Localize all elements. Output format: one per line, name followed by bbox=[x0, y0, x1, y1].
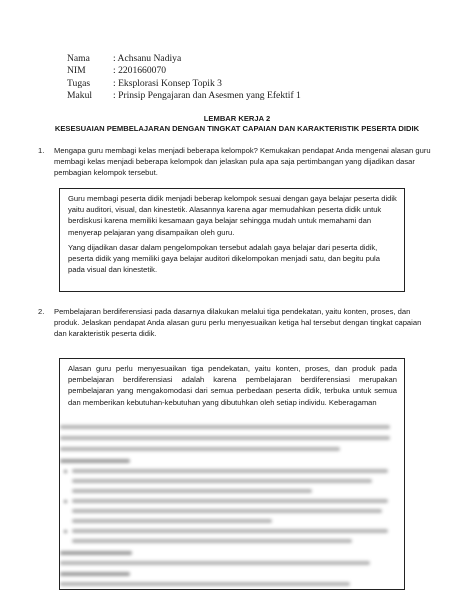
identity-row-course bbox=[67, 90, 301, 102]
question-1 bbox=[38, 145, 434, 179]
blurred-bullet bbox=[64, 530, 67, 533]
identity-value: : Prinsip Pengajaran dan Asesmen yang Efektif 1 bbox=[113, 90, 301, 102]
identity-label: Tugas bbox=[67, 77, 91, 89]
identity-row-task bbox=[67, 78, 301, 90]
student-identity bbox=[67, 53, 301, 103]
blurred-line bbox=[72, 499, 388, 503]
blurred-line bbox=[60, 551, 132, 555]
blurred-line bbox=[72, 509, 382, 513]
identity-row-name bbox=[67, 53, 301, 65]
blurred-line bbox=[60, 561, 370, 565]
answer-paragraph: Alasan guru perlu menyesuaikan tiga pendekatan, yaitu konten, proses, dan produk pada pembelajaran berdiferensiasi adalah karena pembelajaran berdiferensiasi merupakan pembelajaran yang mengakomodasi dari semua perbedaan peserta didik, terbuka untuk semua dan memberikan kebutuhan-kebutuhan yang dibutuhkan oleh setiap individu. Keberagaman bbox=[68, 364, 397, 407]
identity-value: : Achsanu Nadiya bbox=[113, 53, 182, 64]
identity-value: : Eksplorasi Konsep Topik 3 bbox=[113, 77, 222, 89]
blurred-line bbox=[60, 425, 390, 429]
answer-box-2 bbox=[59, 358, 405, 590]
blurred-line bbox=[72, 519, 272, 523]
question-text: Pembelajaran berdiferensiasi pada dasarnya dilakukan melalui tiga pendekatan, yaitu konten, proses, dan produk. Jelaskan pendapat Anda alasan guru perlu menyesuaikan ketiga hal tersebut dengan tingkat capaian dan karakteristik peserta didik. bbox=[54, 307, 422, 339]
blurred-line bbox=[60, 459, 130, 463]
identity-label: Makul bbox=[67, 90, 93, 102]
identity-label: Nama bbox=[67, 53, 90, 64]
blurred-line bbox=[60, 436, 390, 440]
blurred-line bbox=[72, 469, 388, 473]
answer-box-1 bbox=[59, 188, 405, 292]
identity-label: NIM bbox=[67, 65, 86, 77]
question-number: 1. bbox=[38, 146, 45, 155]
identity-row-nim bbox=[67, 65, 301, 77]
blurred-content bbox=[60, 419, 405, 590]
worksheet-title: LEMBAR KERJA 2 bbox=[203, 114, 271, 123]
blurred-line bbox=[60, 572, 130, 576]
blurred-line bbox=[72, 489, 312, 493]
blurred-line bbox=[72, 539, 352, 543]
blurred-bullet bbox=[64, 500, 67, 503]
answer-paragraph: Yang dijadikan dasar dalam pengelompokan tersebut adalah gaya belajar dari peserta didik, peserta didik yang memiliki gaya belajar auditori dikelompokan menjadi satu, dan begitu pula pada visual dan kinestetik. bbox=[68, 242, 380, 275]
answer-paragraph: Guru membagi peserta didik menjadi beberap kelompok sesuai dengan gaya belajar peserta didik yaitu auditori, visual, dan kinestetik. Alasannya karena agar memudahkan peserta didik untuk berdiskusi karena memiliki kesamaan gaya belajar sehingga mudah untuk memahami dan menyerap pelajaran yang disampaikan oleh guru. bbox=[68, 194, 397, 237]
worksheet-subtitle: KESESUAIAN PEMBELAJARAN DENGAN TINGKAT CAPAIAN DAN KARAKTERISTIK PESERTA DIDIK bbox=[54, 124, 420, 133]
blurred-line bbox=[72, 529, 388, 533]
question-2 bbox=[38, 306, 434, 340]
question-text: Mengapa guru membagi kelas menjadi beberapa kelompok? Kemukakan pendapat Anda mengenai alasan guru membagi kelas menjadi beberapa kelompok dan jelaskan pula apa saja pertimbangan yang dijadikan dasar pembagian kelompok tersebut. bbox=[54, 146, 431, 178]
blurred-bullet bbox=[64, 470, 67, 473]
identity-value: : 2201660070 bbox=[113, 65, 167, 77]
blurred-line bbox=[72, 479, 372, 483]
blurred-line bbox=[60, 447, 340, 451]
question-number: 2. bbox=[38, 307, 45, 316]
blurred-line bbox=[60, 582, 350, 586]
